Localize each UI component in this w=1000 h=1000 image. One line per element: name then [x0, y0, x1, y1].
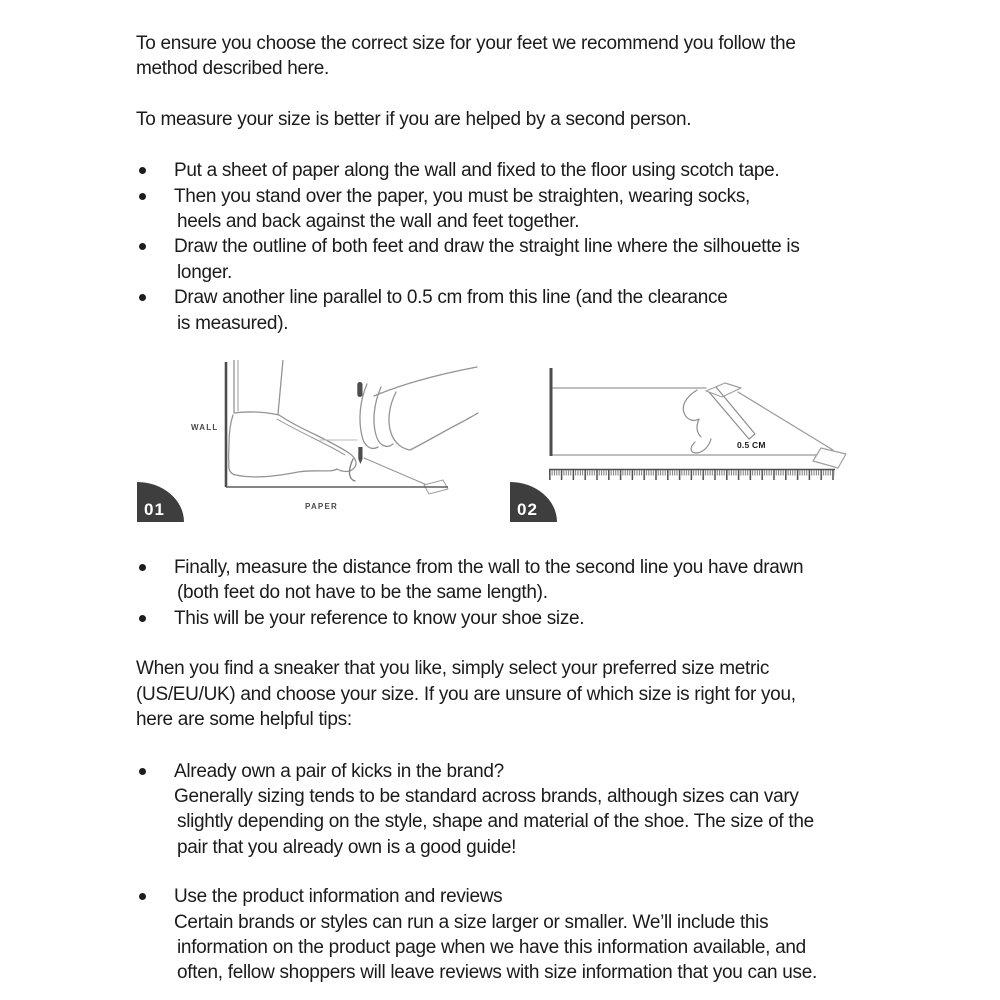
text-line: slightly depending on the style, shape and material of the shoe. The size of the: [177, 811, 814, 833]
hand-top-line: [374, 367, 477, 396]
text-line: (both feet do not have to be the same length).: [177, 582, 548, 604]
text-line: is measured).: [177, 312, 289, 334]
foot-measure-illustration: [180, 360, 480, 515]
sizing-note-paragraph: [136, 656, 886, 732]
list-item: [136, 184, 886, 235]
text-line: Certain brands or styles can run a size larger or smaller. We’ll include this: [174, 911, 769, 933]
text-line: here are some helpful tips:: [136, 709, 352, 731]
finger-line: [374, 387, 393, 446]
wall-label: WALL: [191, 423, 219, 433]
instep-inner-line: [277, 419, 345, 455]
list-item: [136, 555, 886, 606]
bullet-icon: [139, 615, 146, 622]
text-line: (US/EU/UK) and choose your size. If you are unsure of which size is right for you,: [136, 683, 796, 705]
text-line: pair that you already own is a good guide!: [177, 836, 517, 858]
step-02-number: 02: [517, 500, 538, 520]
bullet-icon: [139, 768, 146, 775]
text-line: longer.: [177, 261, 232, 283]
list-item: [136, 158, 886, 183]
step-02-badge: [510, 482, 557, 522]
bullet-icon: [139, 893, 146, 900]
floor-diagonal-line: [364, 458, 434, 488]
helper-note-paragraph: [136, 107, 886, 132]
thumb-line: [410, 413, 478, 450]
step-01-badge: [137, 482, 184, 522]
measure-steps-list: [136, 158, 886, 336]
text-line: When you find a sneaker that you like, simply select your preferred size metric: [136, 658, 770, 680]
paper-label: PAPER: [305, 502, 338, 512]
bullet-icon: [139, 193, 146, 200]
bullet-icon: [139, 167, 146, 174]
text-line: information on the product page when we have this information available, and: [177, 936, 806, 958]
figures-row: [136, 360, 886, 524]
text-line: To measure your size is better if you are helped by a second person.: [136, 108, 692, 130]
text-line: Use the product information and reviews: [174, 886, 503, 908]
hand-line: [691, 439, 711, 453]
text-line: Draw the outline of both feet and draw the straight line where the silhouette is: [174, 236, 800, 258]
tips-list: [136, 759, 886, 986]
list-item: [136, 606, 886, 631]
sock-cuff-line: [234, 412, 279, 415]
text-line: often, fellow shoppers will leave reviews with size information that you can use.: [177, 962, 817, 984]
leg-front-line: [278, 360, 283, 414]
hand-line: [697, 419, 701, 437]
ruler-ticks: [549, 470, 835, 481]
text-line: Finally, measure the distance from the wall to the second line you have drawn: [174, 557, 804, 579]
list-item: [136, 759, 886, 861]
intro-paragraph: [136, 31, 886, 82]
text-line: Put a sheet of paper along the wall and fixed to the floor using scotch tape.: [174, 160, 780, 182]
text-line: Generally sizing tends to be standard across brands, although sizes can vary: [174, 785, 799, 807]
bullet-icon: [139, 564, 146, 571]
clearance-label: 0.5 CM: [737, 440, 766, 451]
bullet-icon: [139, 294, 146, 301]
paper-ruler-illustration: [545, 360, 885, 485]
instep-toe-line: [279, 415, 356, 472]
text-line: To ensure you choose the correct size for your feet we recommend you follow the: [136, 33, 796, 54]
hand-line: [683, 390, 699, 420]
text-line: Already own a pair of kicks in the brand?: [174, 760, 504, 782]
heel-sole-line: [229, 415, 337, 477]
text-line: method described here.: [136, 58, 330, 80]
bullet-icon: [139, 243, 146, 250]
text-line: heels and back against the wall and feet together.: [177, 211, 580, 233]
text-line: Draw another line parallel to 0.5 cm from this line (and the clearance: [174, 287, 728, 309]
finger-line: [389, 392, 410, 450]
step-01-number: 01: [144, 500, 165, 520]
result-steps-list: [136, 555, 886, 631]
finger-line: [360, 384, 378, 448]
list-item: [136, 234, 886, 285]
text-line: This will be your reference to know your shoe size.: [174, 607, 585, 629]
list-item: [136, 285, 886, 336]
text-line: Then you stand over the paper, you must be straighten, wearing socks,: [174, 185, 751, 207]
size-guide-content: [136, 31, 886, 986]
list-item: [136, 884, 886, 986]
scotch-tape: [813, 448, 846, 468]
